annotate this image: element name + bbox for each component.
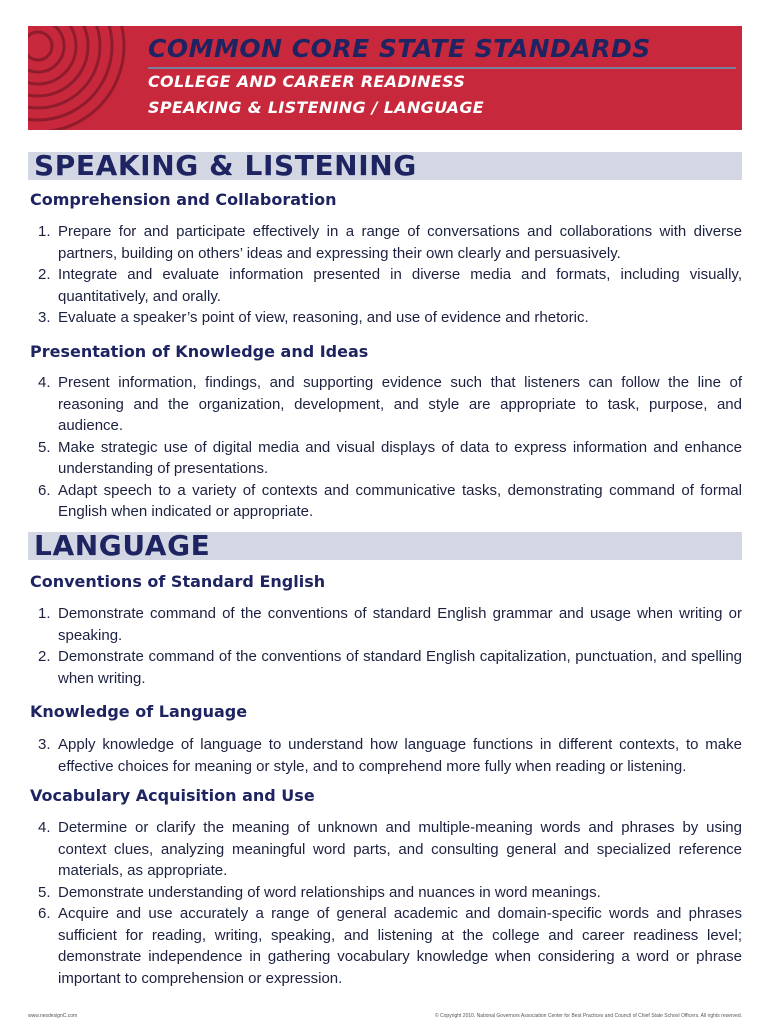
list-item (30, 903, 742, 989)
item-text: Determine or clarify the meaning of unknown and multiple-meaning words and phrases by using context clues, analyzing meaningful word parts, and consulting general and specialized reference materials, as appropriate. (58, 819, 742, 879)
item-number: 3. (38, 736, 51, 753)
item-number: 6. (38, 905, 51, 922)
item-number: 1. (38, 605, 51, 622)
section-bar-speaking-listening (28, 149, 742, 182)
item-number: 2. (38, 266, 51, 283)
item-number: 1. (38, 223, 51, 240)
standards-list-presentation (30, 372, 742, 523)
list-item (30, 264, 742, 307)
item-number: 2. (38, 648, 51, 665)
list-item (30, 646, 742, 689)
item-text: Demonstrate command of the conventions of standard English capitalization, punctuation, and spelling when writing. (58, 648, 742, 687)
item-number: 5. (38, 883, 51, 901)
item-number: 3. (38, 309, 51, 326)
banner-subtitle-1: COLLEGE AND CAREER READINESS (148, 72, 466, 91)
item-text: Evaluate a speaker’s point of view, reasoning, and use of evidence and rhetoric. (58, 309, 589, 326)
list-item (30, 480, 742, 523)
banner-title: COMMON CORE STATE STANDARDS (148, 34, 651, 63)
item-number: 6. (38, 481, 51, 499)
list-item (30, 817, 742, 882)
item-text: Prepare for and participate effectively in a range of conversations and collaborations with diverse partners, building on others’ ideas and expressing their own clearly and persuasively. (58, 223, 742, 262)
subheading-knowledge-of-language: Knowledge of Language (30, 702, 248, 721)
list-item (30, 221, 742, 264)
subheading-conventions-standard-english: Conventions of Standard English (30, 572, 326, 591)
item-text: Make strategic use of digital media and visual displays of data to express information and enhance understanding of presentations. (58, 438, 742, 477)
standards-list-comprehension (30, 221, 742, 329)
list-item (30, 437, 742, 480)
banner-subtitle-2: SPEAKING & LISTENING / LANGUAGE (148, 98, 485, 117)
concentric-arcs-icon (28, 26, 148, 130)
standards-list-knowledge (30, 734, 742, 777)
list-item (30, 307, 742, 329)
section-heading-language: LANGUAGE (34, 529, 211, 562)
banner-divider (148, 67, 736, 69)
item-text: Demonstrate command of the conventions of standard English grammar and usage when writing or speaking. (58, 605, 742, 644)
item-text: Present information, findings, and supporting evidence such that listeners can follow the line of reasoning and the organization, development, and style are appropriate to task, purpose, and audience. (58, 374, 742, 434)
list-item (30, 882, 742, 904)
footer-website: www.nesdesignC.com (28, 1013, 78, 1019)
header-banner (28, 26, 742, 130)
item-number: 4. (38, 374, 51, 391)
section-bar-language (28, 529, 742, 562)
list-item (30, 372, 742, 437)
subheading-vocabulary-acquisition: Vocabulary Acquisition and Use (30, 786, 315, 805)
footer-copyright: © Copyright 2010. National Governors Association Center for Best Practices and Council of Chief State School Officers. All rights reserved. (434, 1013, 742, 1019)
section-heading-speaking-listening: SPEAKING & LISTENING (34, 149, 417, 182)
item-text: Adapt speech to a variety of contexts and communicative tasks, demonstrating command of formal English when indicated or appropriate. (58, 481, 742, 520)
subheading-presentation-knowledge-ideas: Presentation of Knowledge and Ideas (30, 342, 369, 361)
subheading-comprehension-collaboration: Comprehension and Collaboration (30, 190, 337, 209)
list-item (30, 734, 742, 777)
standards-list-conventions (30, 603, 742, 689)
item-number: 4. (38, 819, 51, 836)
list-item (30, 603, 742, 646)
item-text: Acquire and use accurately a range of general academic and domain-specific words and phrases sufficient for reading, writing, speaking, and listening at the college and career readiness level; demonstrate independence in gathering vocabulary knowledge when considering a word or phrase important to comprehension or expression. (58, 905, 742, 987)
item-text: Demonstrate understanding of word relationships and nuances in word meanings. (58, 883, 601, 901)
item-text: Apply knowledge of language to understand how language functions in different contexts, to make effective choices for meaning or style, and to comprehend more fully when reading or listening. (58, 736, 742, 775)
item-number: 5. (38, 438, 51, 456)
item-text: Integrate and evaluate information presented in diverse media and formats, including visually, quantitatively, and orally. (58, 266, 742, 305)
standards-list-vocabulary (30, 817, 742, 989)
